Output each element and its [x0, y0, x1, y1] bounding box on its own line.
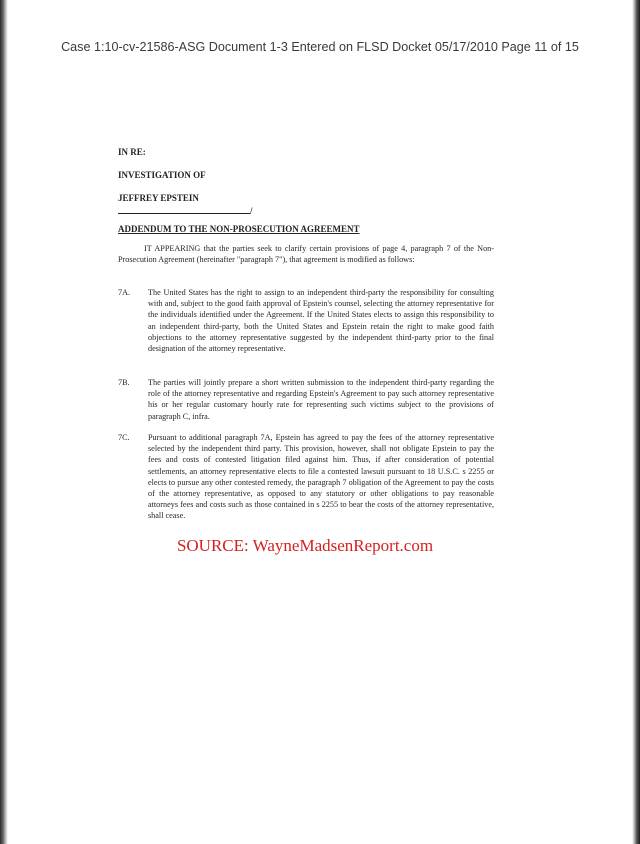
caption-in-re: IN RE: — [118, 147, 146, 157]
addendum-title: ADDENDUM TO THE NON-PROSECUTION AGREEMENT — [118, 224, 360, 234]
caption-subject: JEFFREY EPSTEIN — [118, 193, 199, 203]
paragraph-number: 7A. — [118, 288, 131, 297]
caption-underline — [118, 205, 250, 214]
case-caption — [118, 141, 206, 210]
paragraph-7b — [118, 377, 494, 422]
paragraph-number: 7B. — [118, 378, 130, 387]
paragraph-text: The parties will jointly prepare a short written submission to the independent third-party regarding the role of the attorney representative and regarding Epstein's Agreement to pay such attorney representative his or her regular customary hourly rate for representing such victims subject to the provisions of paragraph C, infra. — [148, 378, 494, 421]
caption-investigation-of: INVESTIGATION OF — [118, 170, 206, 180]
paragraph-7c — [118, 432, 494, 522]
scan-edge-left — [0, 0, 8, 844]
paragraph-text: Pursuant to additional paragraph 7A, Epstein has agreed to pay the fees of the attorney representative selected by the independent third party. This provision, however, shall not obligate Epstein to pay the fees and costs of contested litigation filed against him. Thus, if after consideration of potential settlements, an attorney representative elects to file a contested lawsuit pursuant to 18 U.S.C. s 2255 or elects to pursue any other contested remedy, the paragraph 7 obligation of the Agreement to pay the costs of the attorney representative, as opposed to any statutory or other obligations to pay reasonable attorneys fees and costs such as those contained in s 2255 to bear the costs of the attorney representative, shall cease. — [148, 433, 494, 521]
docket-header: Case 1:10-cv-21586-ASG Document 1-3 Entered on FLSD Docket 05/17/2010 Page 11 of 15 — [61, 40, 579, 54]
paragraph-number: 7C. — [118, 433, 130, 442]
caption-line-mark: / — [250, 206, 253, 216]
paragraph-7a — [118, 287, 494, 354]
source-watermark: SOURCE: WayneMadsenReport.com — [176, 536, 434, 555]
scan-edge-right — [632, 0, 640, 844]
caption-rule — [118, 205, 253, 216]
paragraph-text: The United States has the right to assign to an independent third-party the responsibility for consulting with and, subject to the good faith approval of Epstein's counsel, selecting the attorney representative for the individuals identified under the Agreement. If the United States elects to assign this responsibility to an independent third-party, both the United States and Epstein retain the right to make good faith objections to the attorney representative suggested by the independent third-party prior to the final designation of the attorney representative. — [148, 288, 494, 354]
addendum-intro: IT APPEARING that the parties seek to clarify certain provisions of page 4, paragraph 7 of the Non-Prosecution Agreement (hereinafter "paragraph 7"), that agreement is modified as follows: — [118, 244, 494, 265]
